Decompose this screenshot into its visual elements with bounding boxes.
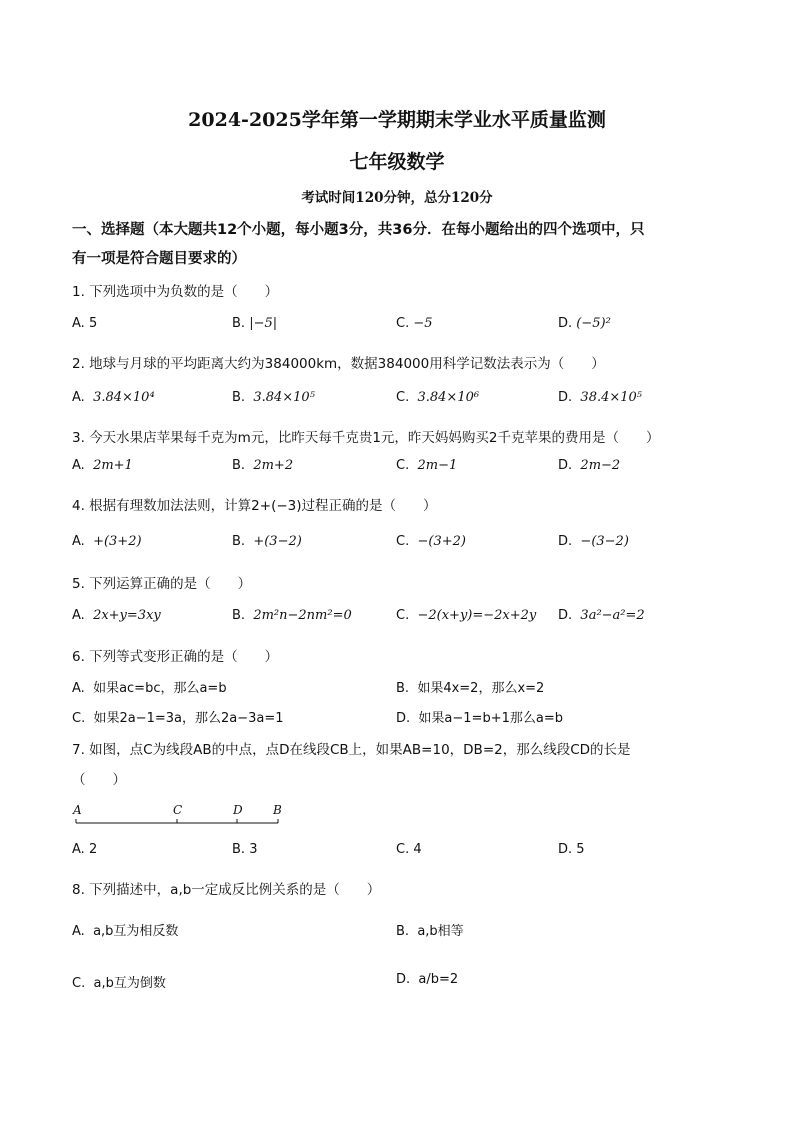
q1-option-d[interactable]: D. (−5)² [558, 316, 611, 331]
subject-title: 七年级数学 [349, 151, 445, 173]
section-heading-line1: 一、选择题（本大题共12个小题，每小题3分，共36分．在每小题给出的四个选项中，只 [72, 222, 645, 238]
q5-option-a[interactable]: A. 2x+y=3xy [72, 608, 161, 623]
page-title: 2024-2025学年第一学期期末学业水平质量监测 [188, 109, 606, 131]
q1-option-b[interactable]: B. |−5| [232, 316, 278, 331]
q6-option-c[interactable]: C. 如果2a−1=3a，那么2a−3a=1 [72, 711, 284, 726]
question-6-stem: 6. 下列等式变形正确的是（ ） [72, 649, 279, 665]
segment-figure [70, 800, 290, 830]
q6-option-b[interactable]: B. 如果4x=2，那么x=2 [396, 681, 545, 696]
q4-option-a[interactable]: A. +(3+2) [72, 534, 142, 549]
q8-option-d[interactable]: D. a/b=2 [396, 972, 459, 987]
q1-option-a[interactable]: A. 5 [72, 316, 98, 331]
question-1-stem: 1. 下列选项中为负数的是（ ） [72, 284, 279, 300]
q7-option-d[interactable]: D. 5 [558, 842, 585, 857]
point-label-d: D [233, 803, 243, 817]
question-3-stem: 3. 今天水果店苹果每千克为m元，比昨天每千克贵1元，昨天妈妈购买2千克苹果的费用是（ ） [72, 430, 660, 446]
q3-option-d[interactable]: D. 2m−2 [558, 458, 621, 473]
question-4-stem: 4. 根据有理数加法法则，计算2+(−3)过程正确的是（ ） [72, 498, 437, 514]
q7-option-b[interactable]: B. 3 [232, 842, 258, 857]
q2-option-d[interactable]: D. 38.4×10⁵ [558, 390, 643, 405]
question-5-stem: 5. 下列运算正确的是（ ） [72, 576, 252, 592]
q2-option-b[interactable]: B. 3.84×10⁵ [232, 390, 315, 405]
q5-option-c[interactable]: C. −2(x+y)=−2x+2y [396, 608, 537, 623]
q4-option-b[interactable]: B. +(3−2) [232, 534, 302, 549]
q8-option-b[interactable]: B. a,b相等 [396, 924, 464, 939]
q8-option-a[interactable]: A. a,b互为相反数 [72, 924, 179, 939]
question-7-stem-cont: （ ） [72, 772, 126, 788]
q4-option-d[interactable]: D. −(3−2) [558, 534, 629, 549]
point-label-a: A [73, 803, 82, 817]
q6-option-d[interactable]: D. 如果a−1=b+1那么a=b [396, 711, 563, 726]
point-label-c: C [173, 803, 183, 817]
q5-option-b[interactable]: B. 2m²n−2nm²=0 [232, 608, 352, 623]
q3-option-b[interactable]: B. 2m+2 [232, 458, 294, 473]
q7-option-a[interactable]: A. 2 [72, 842, 98, 857]
point-label-b: B [273, 803, 282, 817]
question-8-stem: 8. 下列描述中，a,b一定成反比例关系的是（ ） [72, 882, 381, 898]
question-7-stem: 7. 如图，点C为线段AB的中点，点D在线段CB上，如果AB=10，DB=2，那么线段CD的长是 [72, 742, 631, 758]
q1-option-c[interactable]: C. −5 [396, 316, 433, 331]
q2-option-a[interactable]: A. 3.84×10⁴ [72, 390, 155, 405]
q4-option-c[interactable]: C. −(3+2) [396, 534, 466, 549]
q6-option-a[interactable]: A. 如果ac=bc，那么a=b [72, 681, 227, 696]
q3-option-a[interactable]: A. 2m+1 [72, 458, 133, 473]
q7-option-c[interactable]: C. 4 [396, 842, 422, 857]
question-2-stem: 2. 地球与月球的平均距离大约为384000km，数据384000用科学记数法表示为（ ） [72, 356, 605, 372]
section-heading-line2: 有一项是符合题目要求的） [72, 251, 246, 267]
q3-option-c[interactable]: C. 2m−1 [396, 458, 458, 473]
q8-option-c[interactable]: C. a,b互为倒数 [72, 976, 166, 991]
q2-option-c[interactable]: C. 3.84×10⁶ [396, 390, 480, 405]
q5-option-d[interactable]: D. 3a²−a²=2 [558, 608, 645, 623]
exam-info: 考试时间120分钟，总分120分 [301, 190, 493, 206]
